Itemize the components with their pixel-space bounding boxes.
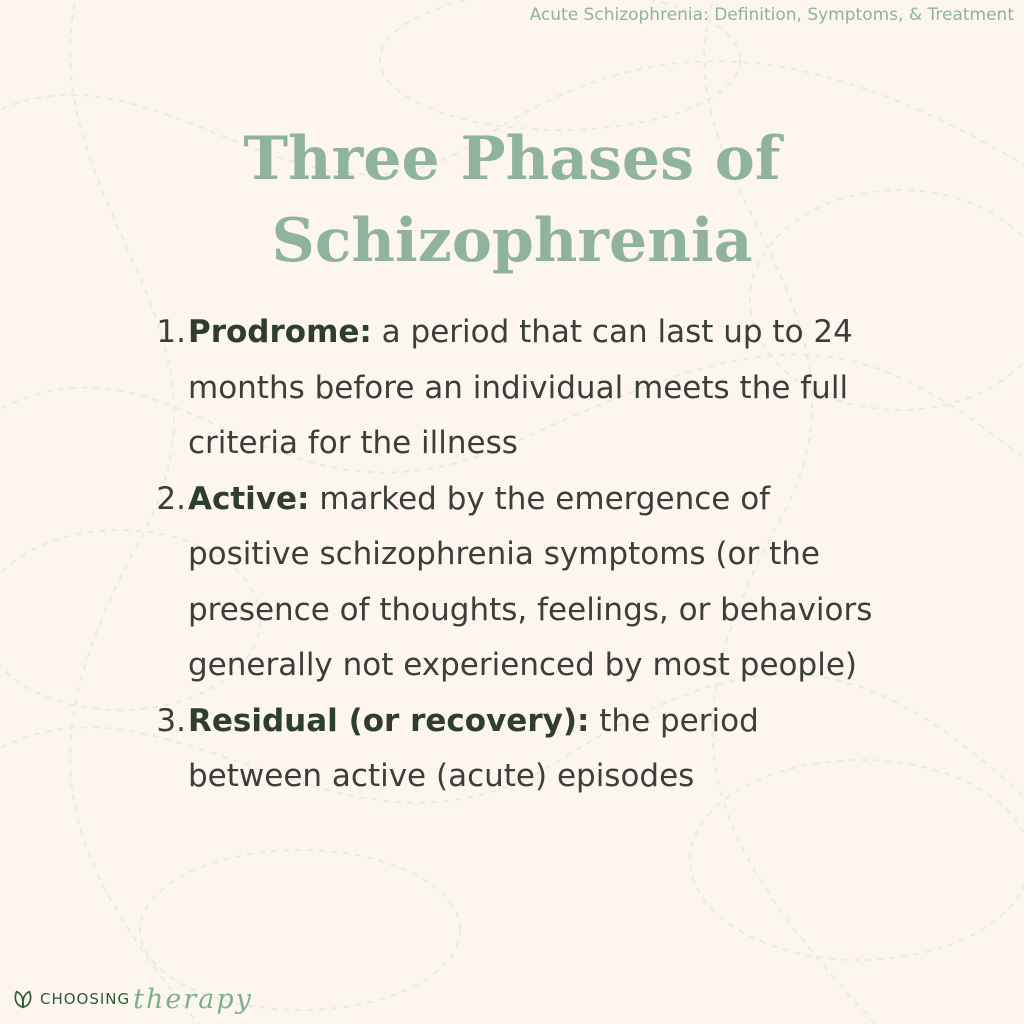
phase-item bbox=[100, 694, 900, 805]
phase-item bbox=[100, 305, 900, 472]
phase-term: Prodrome: bbox=[188, 314, 372, 350]
title-line-2: Schizophrenia bbox=[271, 206, 753, 276]
phase-description: marked by the emergence of positive schizophrenia symptoms (or the presence of thoughts, feelings, or behaviors generally not experienced by most people) bbox=[188, 480, 873, 683]
phase-number: 1. bbox=[156, 314, 186, 350]
phase-list bbox=[100, 305, 900, 805]
phase-number: 3. bbox=[156, 702, 186, 739]
phase-description: the period between active (acute) episodes bbox=[188, 702, 759, 794]
article-caption: Acute Schizophrenia: Definition, Symptoms, & Treatment bbox=[529, 5, 1014, 25]
phase-number: 2. bbox=[156, 480, 186, 517]
logo-text-therapy: therapy bbox=[133, 983, 253, 1015]
phase-item bbox=[100, 472, 900, 694]
leaf-icon bbox=[12, 988, 34, 1010]
logo-text-choosing: CHOOSING bbox=[40, 990, 131, 1008]
brand-logo bbox=[12, 984, 253, 1014]
page-title bbox=[0, 118, 1024, 282]
phase-description: a period that can last up to 24 months before an individual meets the full criteria for the illness bbox=[188, 314, 853, 461]
phase-term: Active: bbox=[188, 480, 310, 517]
title-line-1: Three Phases of bbox=[243, 124, 781, 194]
phase-term: Residual (or recovery): bbox=[188, 702, 590, 739]
